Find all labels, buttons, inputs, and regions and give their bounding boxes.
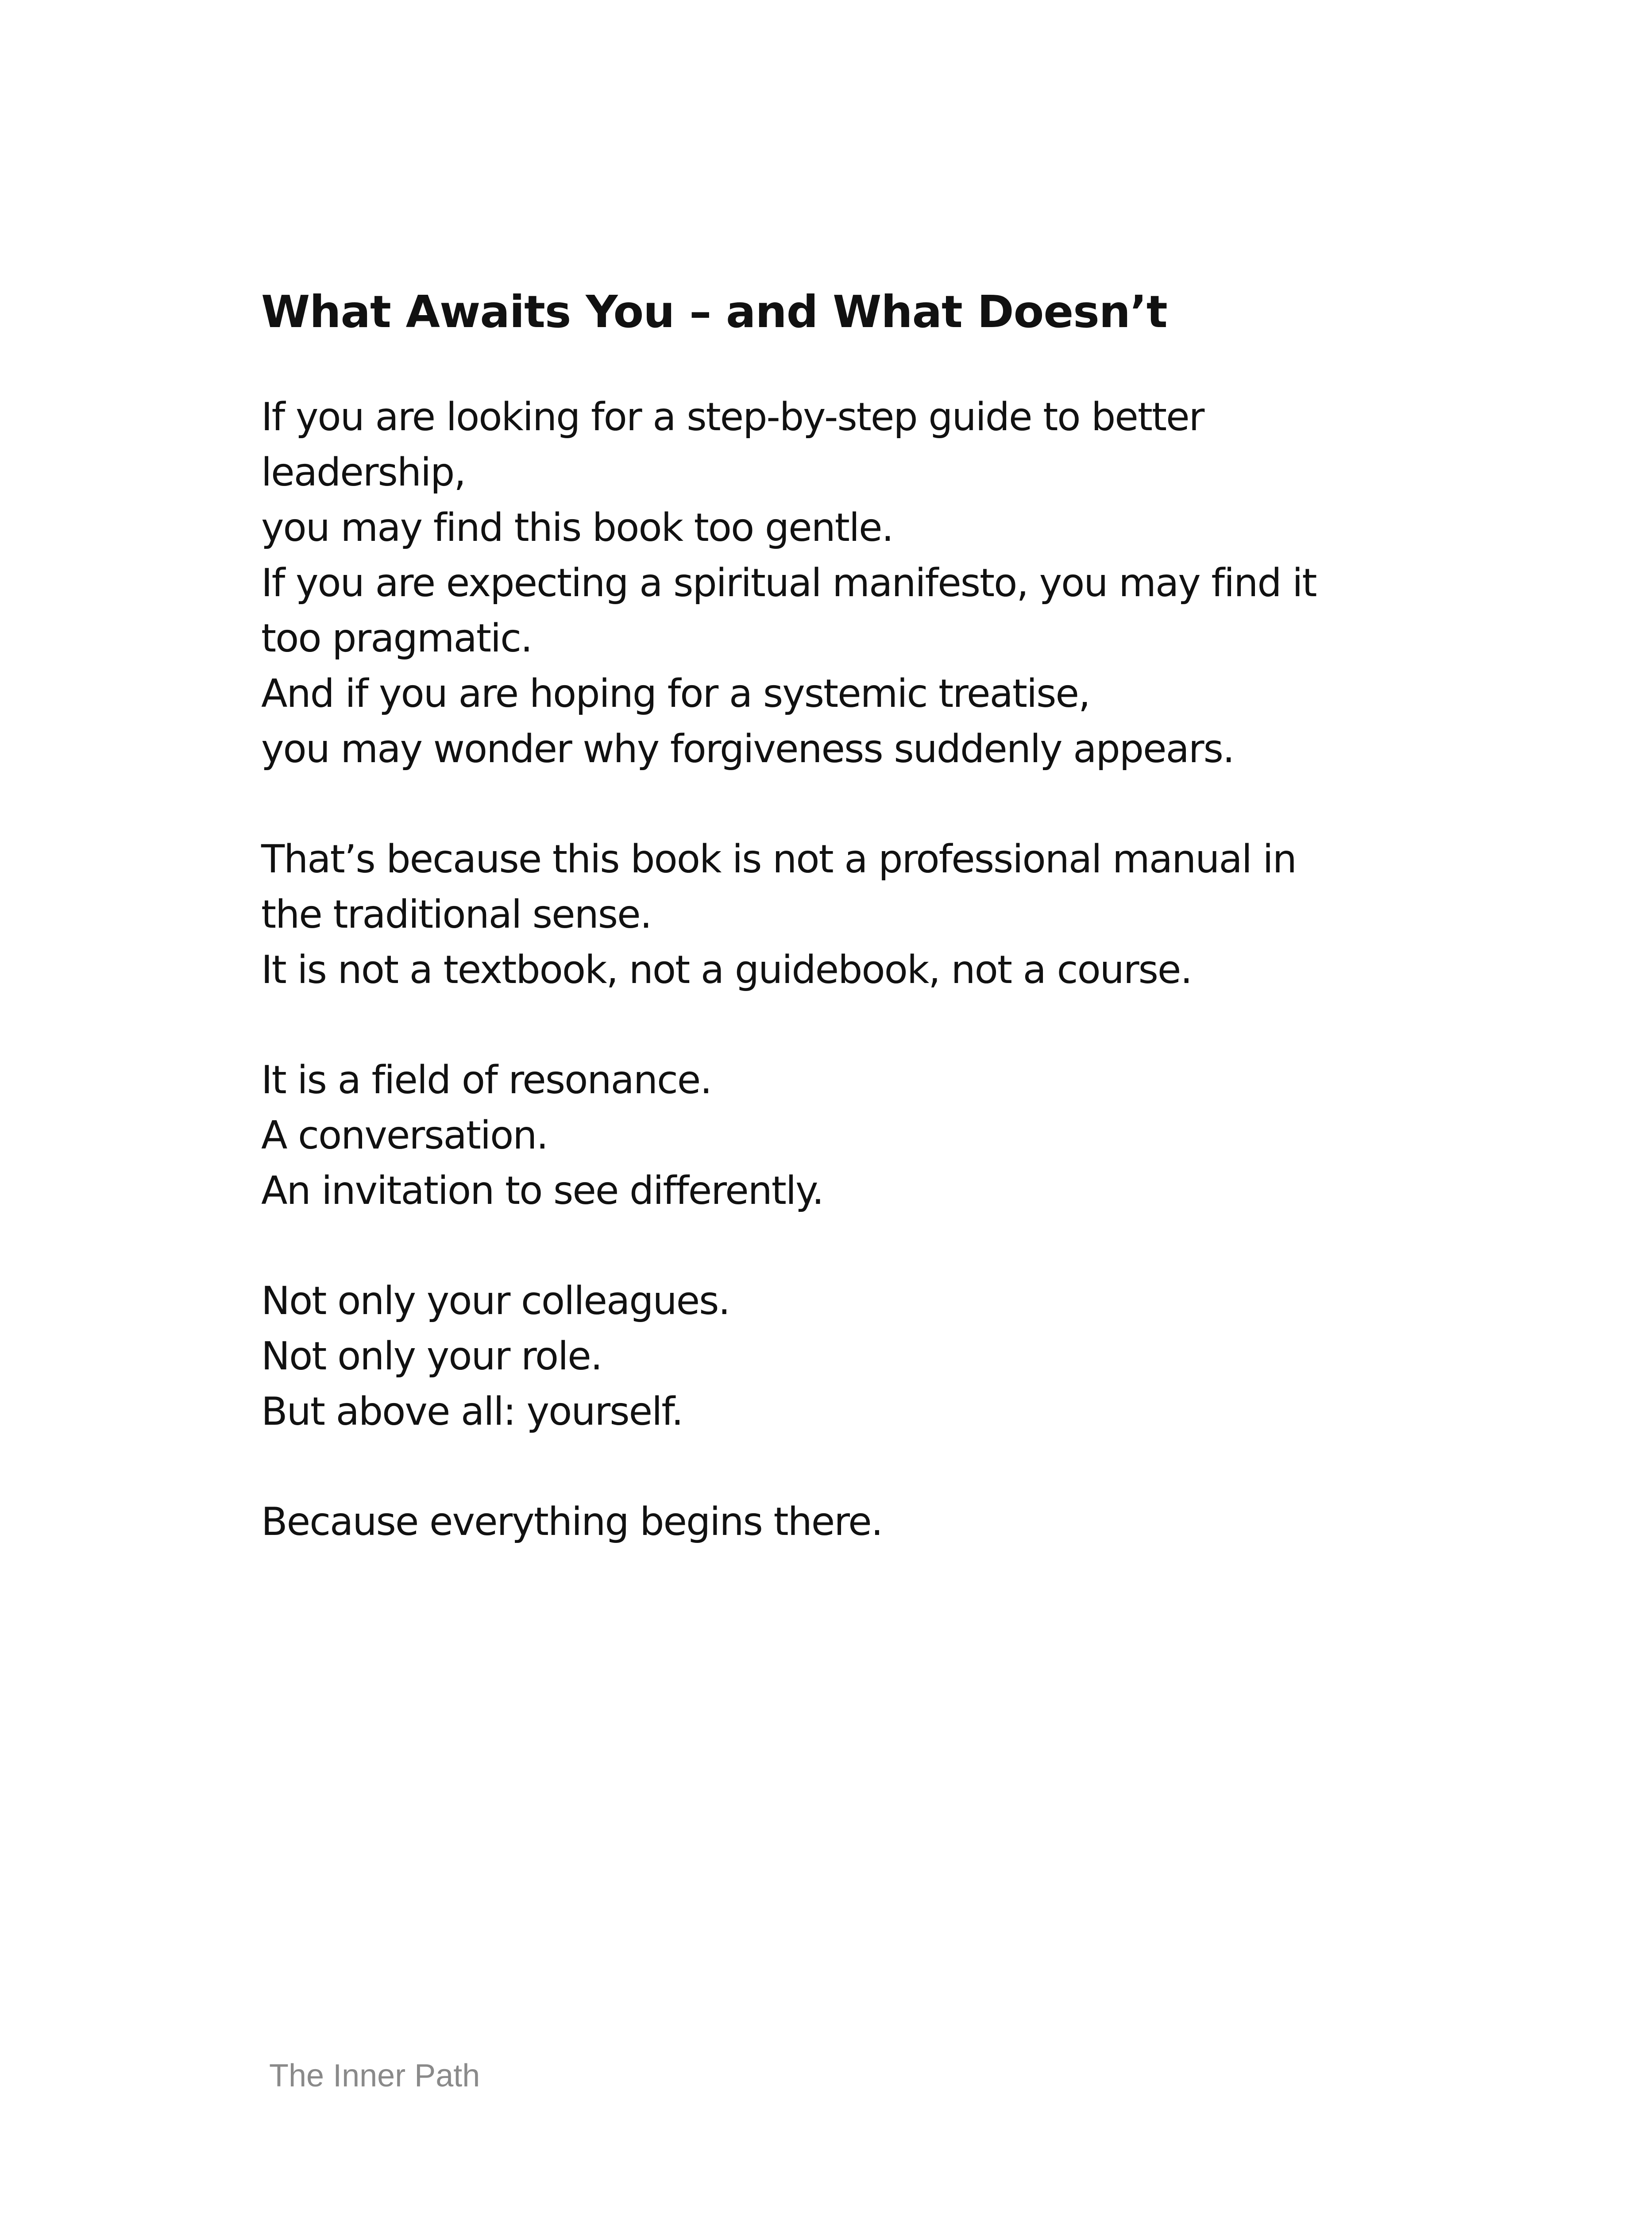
text-line: Not only your role.: [261, 1334, 602, 1379]
text-line: It is a field of resonance.: [261, 1057, 711, 1103]
text-line: you may find this book too gentle.: [261, 505, 893, 550]
text-line: leadership,: [261, 450, 466, 495]
paragraph-4: [261, 1273, 1394, 1439]
text-line: you may wonder why forgiveness suddenly appears.: [261, 726, 1234, 771]
text-line: Not only your colleagues.: [261, 1278, 730, 1323]
text-line: It is not a textbook, not a guidebook, not a course.: [261, 947, 1192, 992]
text-line: But above all: yourself.: [261, 1389, 683, 1434]
text-line: Because everything begins there.: [261, 1499, 883, 1544]
text-line: too pragmatic.: [261, 616, 532, 661]
paragraph-5: [261, 1494, 1394, 1550]
text-line: the traditional sense.: [261, 892, 652, 937]
paragraph-2: [261, 832, 1394, 998]
text-line: An invitation to see differently.: [261, 1168, 823, 1213]
text-line: If you are looking for a step-by-step guide to better: [261, 394, 1204, 440]
text-line: A conversation.: [261, 1113, 548, 1158]
text-line: And if you are hoping for a systemic treatise,: [261, 671, 1090, 716]
text-line: If you are expecting a spiritual manifesto, you may find it: [261, 560, 1316, 605]
paragraph-1: [261, 389, 1394, 777]
page-footer: The Inner Path: [269, 2058, 480, 2093]
page-content: [261, 279, 1394, 1604]
text-line: That’s because this book is not a professional manual in: [261, 837, 1296, 882]
page-title: What Awaits You – and What Doesn’t: [261, 286, 1167, 338]
paragraph-3: [261, 1053, 1394, 1218]
